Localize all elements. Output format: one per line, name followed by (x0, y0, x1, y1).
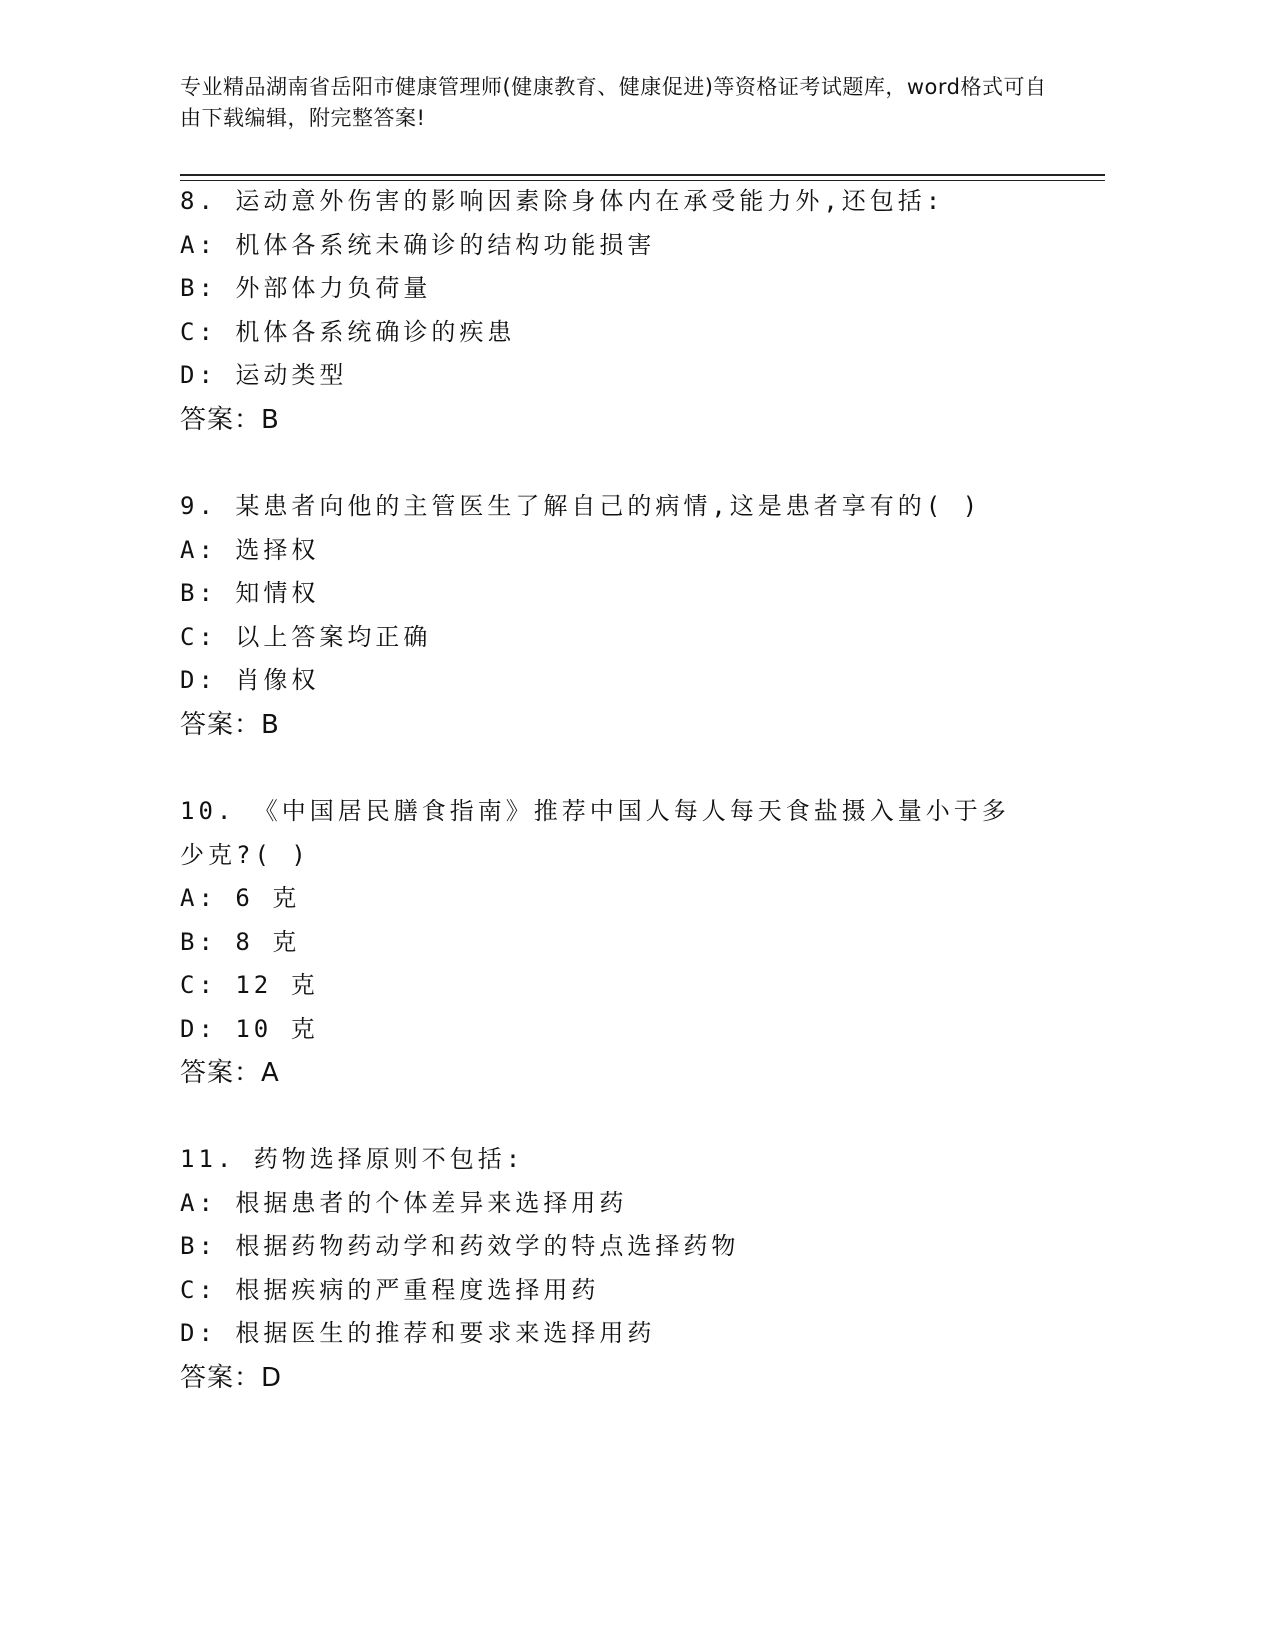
answer-label: 答案：B (180, 709, 280, 740)
option-b: B: 根据药物药动学和药效学的特点选择药物 (180, 1232, 740, 1260)
answer-label: 答案：D (180, 1362, 283, 1393)
option-c: C: 根据疾病的严重程度选择用药 (180, 1275, 600, 1304)
question-text: 10. 《中国居民膳食指南》推荐中国人每人每天食盐摄入量小于多少克?( ) (180, 797, 1010, 869)
option-c: C: 机体各系统确诊的疾患 (180, 317, 516, 346)
option-d: D: 运动类型 (180, 361, 348, 389)
option-b: B: 8 克 (180, 927, 301, 956)
question-11 (180, 1138, 1080, 1400)
option-a: A: 6 克 (180, 884, 301, 912)
question-text: 8. 运动意外伤害的影响因素除身体内在承受能力外,还包括: (180, 187, 945, 215)
document-header: 专业精品湖南省岳阳市健康管理师(健康教育、健康促进)等资格证考试题库，word格式可自由下载编辑，附完整答案! (180, 75, 1047, 130)
option-a: A: 机体各系统未确诊的结构功能损害 (180, 230, 656, 259)
question-10 (180, 790, 1080, 1095)
option-d: D: 肖像权 (180, 666, 320, 694)
question-8 (180, 180, 1080, 442)
question-text: 9. 某患者向他的主管医生了解自己的病情,这是患者享有的( ) (180, 492, 982, 520)
option-a: A: 选择权 (180, 535, 320, 564)
option-c: C: 12 克 (180, 971, 319, 999)
question-text: 11. 药物选择原则不包括: (180, 1145, 525, 1173)
option-b: B: 知情权 (180, 579, 320, 607)
option-d: D: 根据医生的推荐和要求来选择用药 (180, 1319, 656, 1347)
header-divider-thick (180, 174, 1105, 176)
question-9 (180, 485, 1080, 747)
answer-label: 答案：B (180, 404, 280, 435)
option-d: D: 10 克 (180, 1014, 319, 1043)
option-c: C: 以上答案均正确 (180, 622, 432, 651)
option-b: B: 外部体力负荷量 (180, 274, 432, 302)
option-a: A: 根据患者的个体差异来选择用药 (180, 1188, 628, 1217)
answer-label: 答案：A (180, 1058, 280, 1088)
